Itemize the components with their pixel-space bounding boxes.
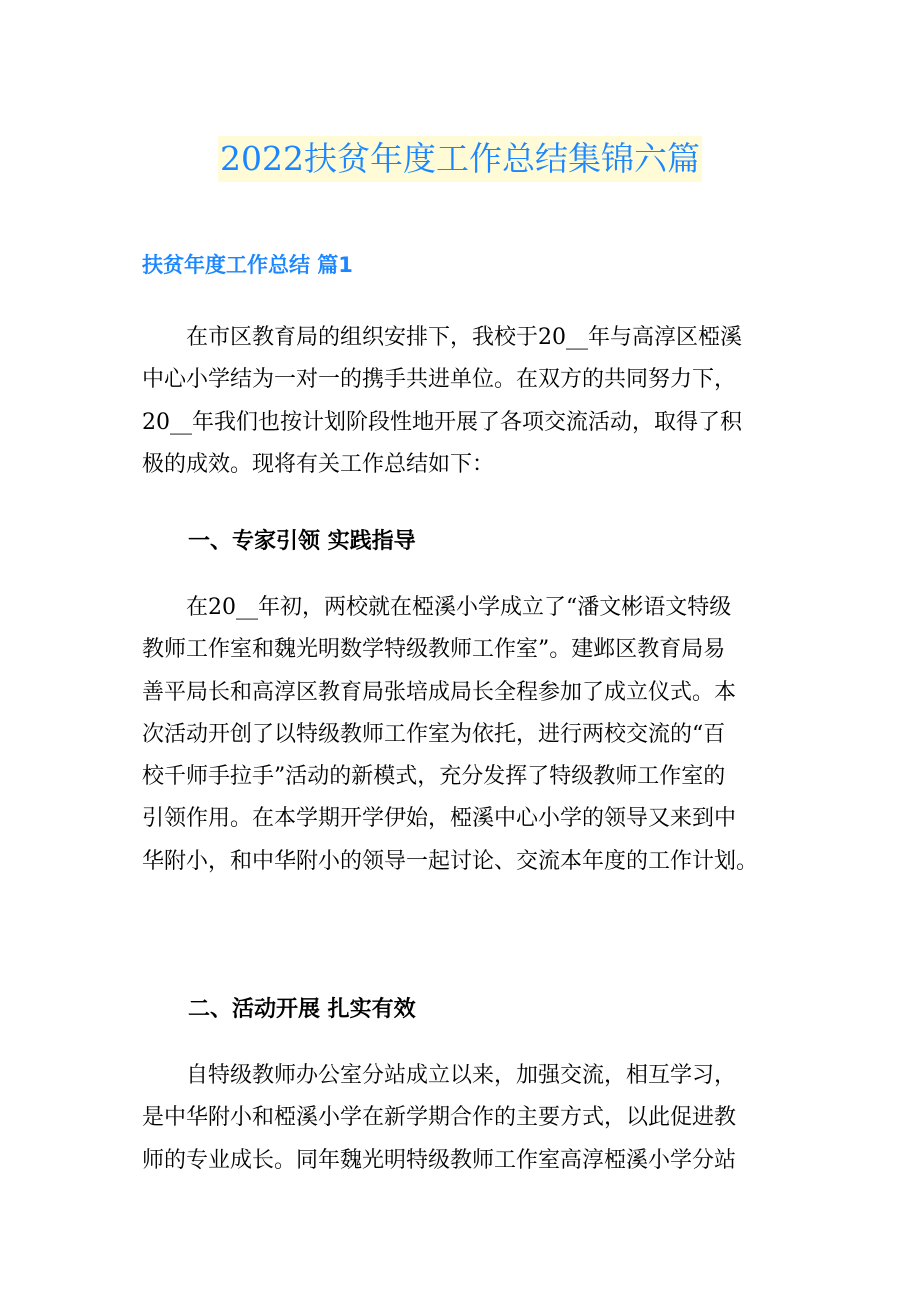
section-heading-1: 一、专家引领 实践指导 xyxy=(188,529,416,554)
paragraph-line: 自特级教师办公室分站成立以来，加强交流，相互学习， xyxy=(142,1063,737,1088)
paragraph-line: 极的成效。现将有关工作总结如下： xyxy=(142,451,495,477)
paragraph-section-1 xyxy=(142,587,787,883)
paragraph-line: 引领作用。在本学期开学伊始，椏溪中心小学的领导又来到中 xyxy=(142,806,737,832)
paragraph-line: 中心小学结为一对一的携手共进单位。在双方的共同努力下， xyxy=(142,367,737,393)
paragraph-line: 教师工作室和魏光明数学特级教师工作室”。建邺区教育局易 xyxy=(142,637,726,663)
paragraph-line: 善平局长和高淳区教育局张培成局长全程参加了成立仪式。本 xyxy=(142,679,737,705)
paragraph-line: 是中华附小和椏溪小学在新学期合作的主要方式，以此促进教 xyxy=(142,1105,737,1131)
paragraph-line: 师的专业成长。同年魏光明特级教师工作室高淳椏溪小学分站 xyxy=(142,1147,737,1173)
paragraph-line: 华附小，和中华附小的领导一起讨论、交流本年度的工作计划。 xyxy=(142,848,759,874)
document-title: 2022扶贫年度工作总结集锦六篇 xyxy=(218,136,702,182)
section-subtitle: 扶贫年度工作总结 篇1 xyxy=(142,253,353,277)
paragraph-intro xyxy=(142,317,787,486)
paragraph-section-2 xyxy=(142,1055,787,1182)
paragraph-line: 在20__年初，两校就在椏溪小学成立了“潘文彬语文特级 xyxy=(142,595,732,620)
paragraph-line: 次活动开创了以特级教师工作室为依托，进行两校交流的“百 xyxy=(142,721,726,747)
paragraph-line: 20__年我们也按计划阶段性地开展了各项交流活动，取得了积 xyxy=(142,409,742,435)
title-container xyxy=(0,136,920,182)
section-heading-2: 二、活动开展 扎实有效 xyxy=(188,997,416,1022)
paragraph-line: 校千师手拉手”活动的新模式，充分发挥了特级教师工作室的 xyxy=(142,764,726,790)
paragraph-line: 在市区教育局的组织安排下，我校于20__年与高淳区椏溪 xyxy=(142,325,742,350)
